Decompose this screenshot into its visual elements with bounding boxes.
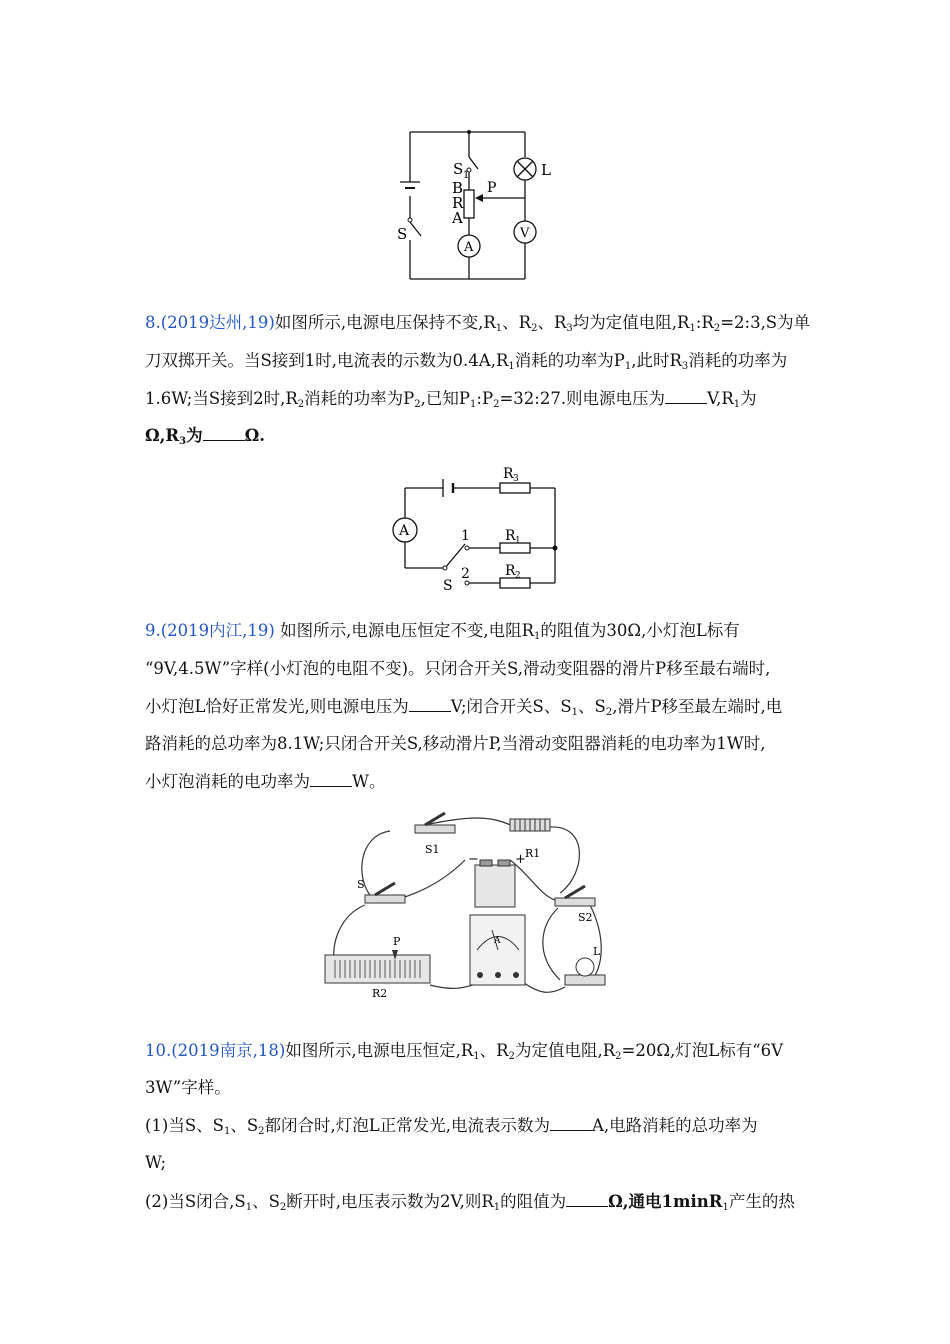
label-b: B [452,179,464,197]
ammeter-symbol: A [464,240,474,255]
label-s2: S2 [578,911,593,924]
ammeter-symbol: A [399,523,410,539]
label-s1: S1 [425,843,440,856]
label-p: P [393,935,401,948]
label-throw-2: 2 [461,566,470,582]
q9-number: 9. [145,621,161,640]
label-minus: − [468,852,479,867]
q10-line-2: 3W”字样。 [145,1078,231,1097]
voltmeter-symbol: V [520,226,530,241]
label-meter: A [494,936,501,946]
figure-q8-circuit [385,460,575,595]
label-r3: R [503,466,514,482]
q9-blank-voltage[interactable] [409,696,451,712]
label-r2: R [505,563,516,579]
q9-line-2: “9V,4.5W”字样(小灯泡的电阻不变)。只闭合开关S,滑动变阻器的滑片P移至最右端时, [145,659,771,678]
label-plus: + [515,852,526,867]
q8-number: 8. [145,313,161,332]
q8-line-2: 刀双掷开关。当S接到1时,电流表的示数为$0.4A,R_1$消耗的功率为$P_1$,此时$R_3$消耗的功率为 [145,351,788,372]
q10-line-5: (2)当S闭合$,S_1$、$S_2$断开时,电压表示数为2V,则$R_1$的阻值为 Ω,通电1minR$_1$产生的热 [145,1192,795,1213]
label-s: S [357,878,365,891]
figure-q7-circuit [395,122,555,287]
q8-line-4: $\Omega,R_3$为 Ω. [145,426,266,447]
label-l: L [593,945,601,958]
label-r1: R1 [525,847,541,860]
q10-source: (2019南京,18) [171,1041,286,1060]
q8-line-3: 1.6W;当S接到2时$,R_2$消耗的功率为$P_2$,已知$P_1:P_2=32:27$.则电源电压为 $V,R_1$为 [145,389,757,410]
q9-blank-power[interactable] [310,771,352,787]
label-s1: S [453,160,464,178]
label-r: R [452,194,464,212]
label-p: P [487,180,497,196]
q10-blank-resistance[interactable] [566,1191,608,1207]
label-switch-s: S [443,578,453,594]
label-s: S [397,225,408,243]
q9-line-4: 路消耗的总功率为8.1W;只闭合开关S,移动滑片P,当滑动变阻器消耗的电功率为1W时, [145,734,766,753]
label-throw-1: 1 [461,528,470,544]
q10-line-3: (1)当S、$S_1$、$S_2$都闭合时,灯泡L正常发光,电流表示数为 A,电路消耗的总功率为 [145,1116,758,1137]
q10-number: 10. [145,1041,172,1060]
q8-blank-voltage[interactable] [665,388,707,404]
q8-line-1: 8.(2019达州,19)如图所示,电源电压保持不变$,R_1$、$R_2$、$R_3$均为定值电阻$,R_1:R_2=2:3,S$为单 [145,313,811,334]
q9-source: (2019内江,19) [160,621,275,640]
q9-line-1: 9.(2019内江,19) 如图所示,电源电压恒定不变,电阻$R_1$的阻值为30Ω,小灯泡L标有 [145,621,740,642]
label-r2: R2 [372,987,388,1000]
q9-line-5: 小灯泡消耗的电功率为 W。 [145,772,386,791]
label-r2-sub: 2 [515,571,521,581]
label-l: L [541,161,551,179]
label-r1: R [505,528,516,544]
label-s1-sub: 1 [463,170,470,181]
q10-blank-current[interactable] [550,1115,592,1131]
q10-line-1: 10.(2019南京,18)如图所示,电源电压恒定$,R_1$、$R_2$为定值电阻$,R_2=20\Omega$,灯泡L标有“6V [145,1041,784,1062]
q9-line-3: 小灯泡L恰好正常发光,则电源电压为 V;闭合开关S、$S_1$、$S_2$,滑片P移至最左端时,电 [145,697,783,718]
label-a: A [452,209,463,227]
label-r1-sub: 1 [515,536,521,546]
q8-source: (2019达州,19) [160,313,275,332]
figure-q9-apparatus [320,805,620,1000]
label-r3-sub: 3 [513,474,519,484]
q10-line-4: W; [145,1153,167,1172]
q8-blank-r3[interactable] [203,425,245,441]
